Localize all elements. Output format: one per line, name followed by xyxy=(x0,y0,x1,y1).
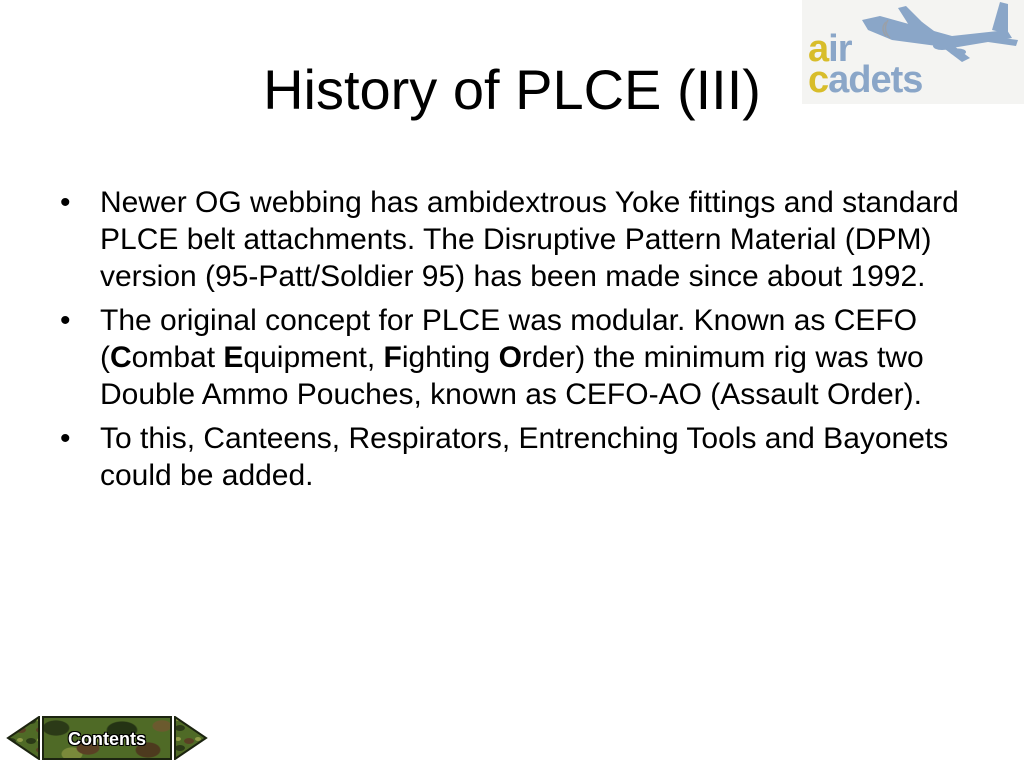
slide-title: History of PLCE (III) xyxy=(263,58,761,121)
triangle-left-icon[interactable] xyxy=(6,716,40,760)
triangle-right-icon[interactable] xyxy=(174,716,208,760)
bullet-item: • To this, Canteens, Respirators, Entrenching Tools and Bayonets could be added. xyxy=(58,420,978,494)
bullet-list xyxy=(58,184,978,501)
bullet-item: • The original concept for PLCE was modular. Known as CEFO (Combat Equipment, Fighting Order) the minimum rig was two Double Ammo Pouches, known as CEFO-AO (Assault Order). xyxy=(58,302,978,413)
air-cadets-logo xyxy=(802,0,1024,104)
logo-line-air: air xyxy=(808,28,852,70)
contents-button-label: Contents xyxy=(68,729,146,749)
contents-button[interactable] xyxy=(42,716,172,760)
bullet-item: • Newer OG webbing has ambidextrous Yoke fittings and standard PLCE belt attachments. The Disruptive Pattern Material (DPM) version (95-Patt/Soldier 95) has been made since about 1992. xyxy=(58,184,978,295)
logo-line-cadets: cadets xyxy=(808,59,923,101)
navigation-bar xyxy=(6,716,208,760)
